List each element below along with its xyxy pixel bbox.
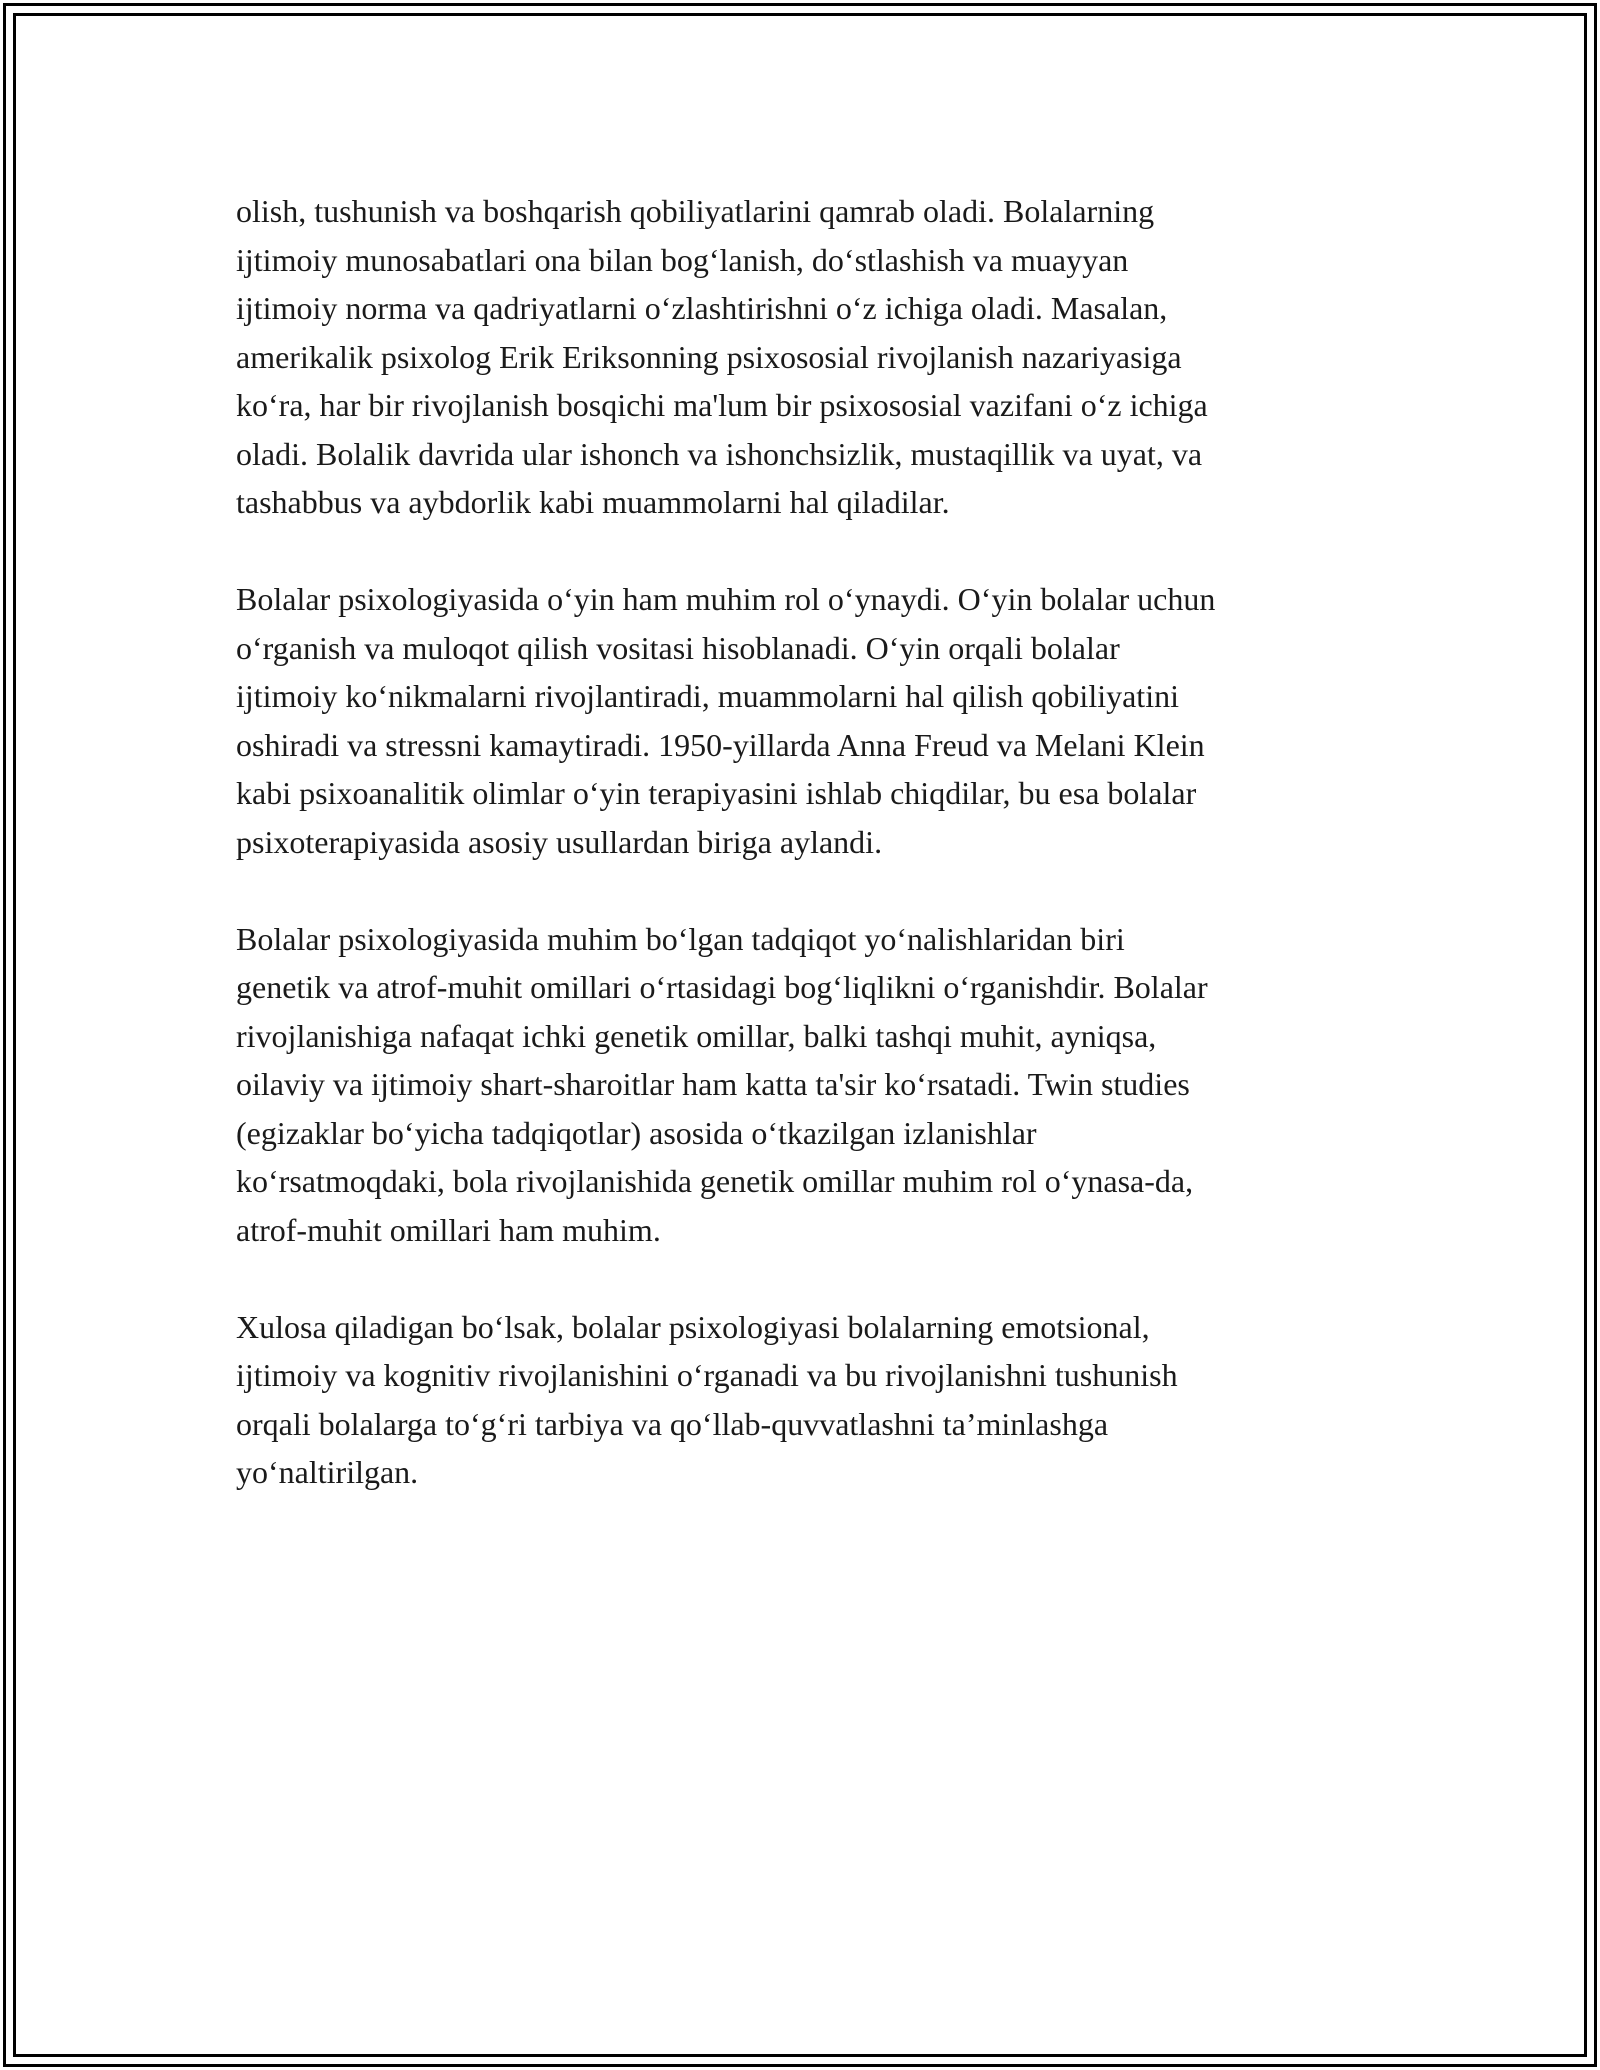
- paragraph-2: [236, 575, 1366, 866]
- paragraph-3: [236, 915, 1366, 1255]
- document-body: [236, 187, 1366, 1545]
- text-line: olish, tushunish va boshqarish qobiliyatlarini qamrab oladi. Bolalarning: [236, 193, 1155, 229]
- paragraph-1: [236, 187, 1366, 527]
- text-line: oladi. Bolalik davrida ular ishonch va ishonchsizlik, mustaqillik va uyat, va: [236, 435, 1203, 472]
- text-line: orqali bolalarga to‘g‘ri tarbiya va qo‘llab-quvvatlashni ta’minlashga: [236, 1405, 1109, 1442]
- text-line: ijtimoiy munosabatlari ona bilan bog‘lanish, do‘stlashish va muayyan: [236, 241, 1129, 278]
- text-line: (egizaklar bo‘yicha tadqiqotlar) asosida o‘tkazilgan izlanishlar: [236, 1114, 1037, 1151]
- text-line: ko‘ra, har bir rivojlanish bosqichi ma'lum bir psixososial vazifani o‘z ichiga: [236, 387, 1208, 423]
- text-line: oilaviy va ijtimoiy shart-sharoitlar ham katta ta'sir ko‘rsatadi. Twin studies: [236, 1066, 1190, 1102]
- text-line: ijtimoiy ko‘nikmalarni rivojlantiradi, muammolarni hal qilish qobiliyatini: [236, 678, 1179, 714]
- text-line: Bolalar psixologiyasida muhim bo‘lgan tadqiqot yo‘nalishlaridan biri: [236, 920, 1125, 957]
- text-line: o‘rganish va muloqot qilish vositasi hisoblanadi. O‘yin orqali bolalar: [236, 629, 1120, 666]
- text-line: ijtimoiy va kognitiv rivojlanishini o‘rganadi va bu rivojlanishni tushunish: [236, 1357, 1178, 1393]
- text-line: tashabbus va aybdorlik kabi muammolarni hal qiladilar.: [236, 484, 950, 520]
- text-line: kabi psixoanalitik olimlar o‘yin terapiyasini ishlab chiqdilar, bu esa bolalar: [236, 775, 1197, 811]
- text-line: Xulosa qiladigan bo‘lsak, bolalar psixologiyasi bolalarning emotsional,: [236, 1308, 1150, 1345]
- text-line: oshiradi va stressni kamaytiradi. 1950-yillarda Anna Freud va Melani Klein: [236, 726, 1205, 763]
- text-line: ko‘rsatmoqdaki, bola rivojlanishida genetik omillar muhim rol o‘ynasa-da,: [236, 1163, 1194, 1199]
- text-line: psixoterapiyasida asosiy usullardan biriga aylandi.: [236, 823, 883, 860]
- paragraph-4: [236, 1303, 1366, 1497]
- text-line: ijtimoiy norma va qadriyatlarni o‘zlashtirishni o‘z ichiga oladi. Masalan,: [236, 290, 1168, 326]
- text-line: yo‘naltirilgan.: [236, 1454, 419, 1490]
- text-line: amerikalik psixolog Erik Eriksonning psixososial rivojlanish nazariyasiga: [236, 338, 1182, 375]
- text-line: genetik va atrof-muhit omillari o‘rtasidagi bog‘liqlikni o‘rganishdir. Bolalar: [236, 969, 1208, 1005]
- text-line: rivojlanishiga nafaqat ichki genetik omillar, balki tashqi muhit, ayniqsa,: [236, 1017, 1157, 1054]
- text-line: atrof-muhit omillari ham muhim.: [236, 1211, 661, 1248]
- text-line: Bolalar psixologiyasida o‘yin ham muhim rol o‘ynaydi. O‘yin bolalar uchun: [236, 581, 1216, 617]
